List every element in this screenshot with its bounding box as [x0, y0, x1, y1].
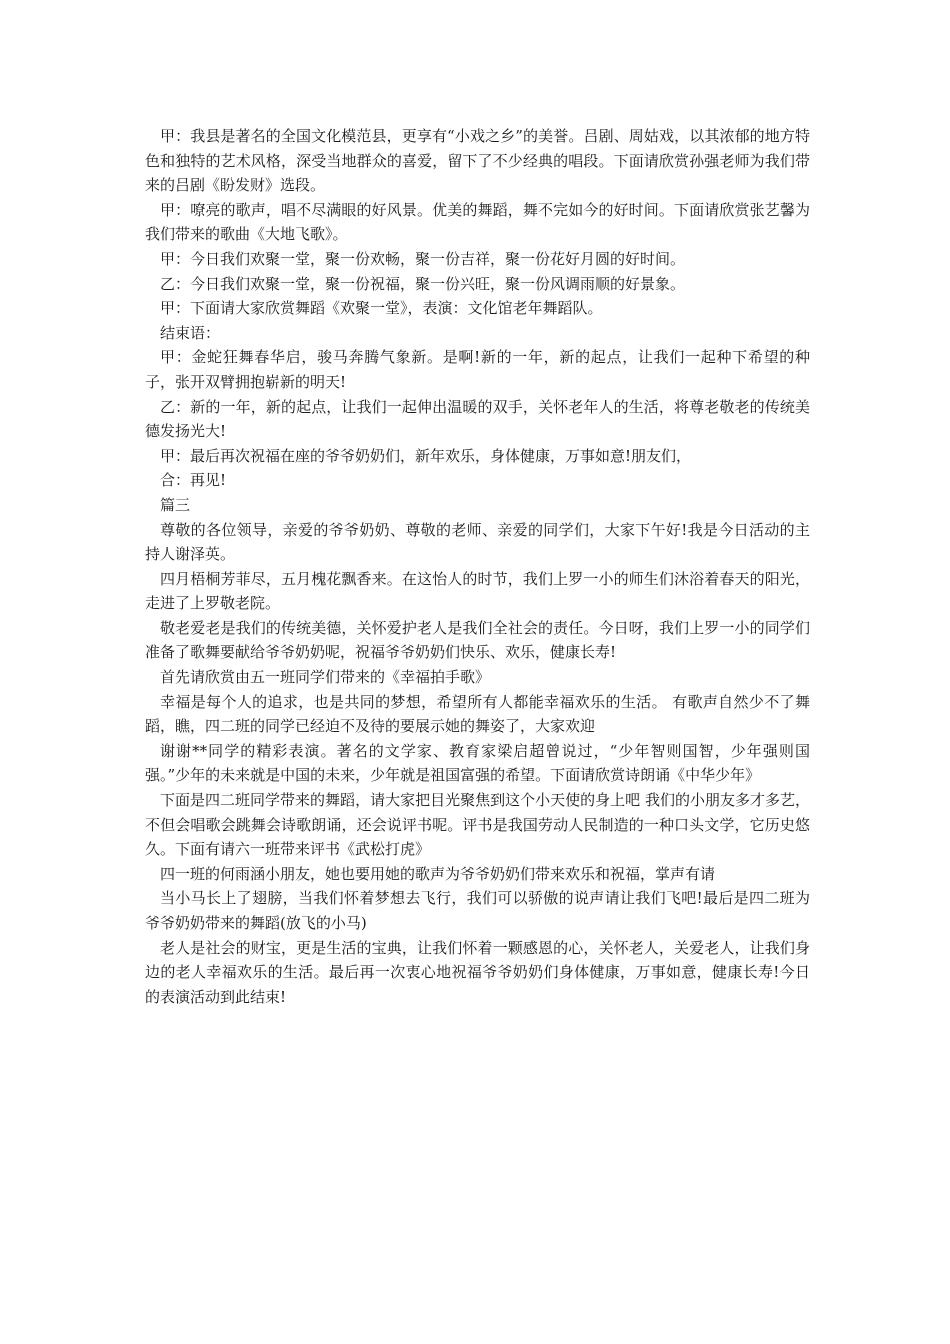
- paragraph-1: 甲：我县是著名的全国文化模范县，更享有“小戏之乡”的美誉。吕剧、周姑戏，以其浓郁的地方特色和独特的艺术风格，深受当地群众的喜爱，留下了不少经典的唱段。下面请欣赏孙强老师为我们带来的吕剧《盼发财》选段。: [145, 127, 810, 195]
- document-body: [145, 124, 810, 1009]
- closing-remarks-heading: 结束语：: [160, 323, 221, 342]
- paragraph-7: 甲：金蛇狂舞春华启，骏马奔腾气象新。是啊!新的一年，新的起点，让我们一起种下希望的种子，张开双臂拥抱崭新的明天!: [145, 348, 810, 391]
- paragraph-12: 尊敬的各位领导，亲爱的爷爷奶奶、尊敬的老师、亲爱的同学们，大家下午好!我是今日活动的主持人谢泽英。: [145, 520, 810, 564]
- paragraph-13: 四月梧桐芳菲尽，五月槐花飘香来。在这怡人的时节，我们上罗一小的师生们沐浴着春天的阳光，走进了上罗敬老院。: [145, 569, 810, 613]
- paragraph-5: 甲：下面请大家欣赏舞蹈《欢聚一堂》，表演：文化馆老年舞蹈队。: [160, 299, 603, 318]
- paragraph-14: 敬老爱老是我们的传统美德，关怀爱护老人是我们全社会的责任。今日呀，我们上罗一小的同学们准备了歌舞要献给爷爷奶奶呢，祝福爷爷奶奶们快乐、欢乐，健康长寿!: [145, 618, 810, 662]
- paragraph-18: 下面是四二班同学带来的舞蹈，请大家把目光聚焦到这个小天使的身上吧 我们的小朋友多才多艺，不但会唱歌会跳舞会诗歌朗诵，还会说评书呢。评书是我国劳动人民制造的一种口头文学，它历史悠久。下面有请六一班带来评书《武松打虎》: [145, 791, 810, 859]
- paragraph-9: 甲：最后再次祝福在座的爷爷奶奶们，新年欢乐，身体健康，万事如意!朋友们，: [160, 446, 692, 465]
- section-heading-part-three: 篇三: [160, 495, 191, 514]
- paragraph-21: 老人是社会的财宝，更是生活的宝典，让我们怀着一颗感恩的心，关怀老人，关爱老人，让我们身边的老人幸福欢乐的生活。最后再一次衷心地祝福爷爷奶奶们身体健康，万事如意，健康长寿!今日的表演活动到此结束!: [145, 938, 810, 1006]
- paragraph-19: 四一班的何雨涵小朋友，她也要用她的歌声为爷爷奶奶们带来欢乐和祝福，掌声有请: [160, 864, 716, 883]
- paragraph-2: 甲：嘹亮的歌声，唱不尽满眼的好风景。优美的舞蹈，舞不完如今的好时间。下面请欣赏张艺馨为我们带来的歌曲《大地飞歌》。: [145, 200, 810, 244]
- paragraph-20: 当小马长上了翅膀，当我们怀着梦想去飞行，我们可以骄傲的说声请让我们飞吧!最后是四二班为爷爷奶奶带来的舞蹈(放飞的小马): [145, 889, 810, 932]
- paragraph-16: 幸福是每个人的追求，也是共同的梦想，希望所有人都能幸福欢乐的生活。 有歌声自然少不了舞蹈，瞧，四二班的同学已经迫不及待的要展示她的舞姿了，大家欢迎: [145, 692, 810, 736]
- paragraph-15: 首先请欣赏由五一班同学们带来的《幸福拍手歌》: [160, 668, 491, 687]
- paragraph-4: 乙：今日我们欢聚一堂，聚一份祝福，聚一份兴旺，聚一份风调雨顺的好景象。: [160, 274, 686, 293]
- paragraph-3: 甲：今日我们欢聚一堂，聚一份欢畅，聚一份吉祥，聚一份花好月圆的好时间。: [160, 249, 686, 268]
- paragraph-10: 合：再见!: [160, 471, 227, 490]
- paragraph-17: 谢谢**同学的精彩表演。著名的文学家、教育家梁启超曾说过，“少年智则国智，少年强则国强。”少年的未来就是中国的未来，少年就是祖国富强的希望。下面请欣赏诗朗诵《中华少年》: [145, 741, 810, 785]
- paragraph-8: 乙：新的一年，新的起点，让我们一起伸出温暖的双手，关怀老年人的生活，将尊老敬老的传统美德发扬光大!: [145, 397, 810, 441]
